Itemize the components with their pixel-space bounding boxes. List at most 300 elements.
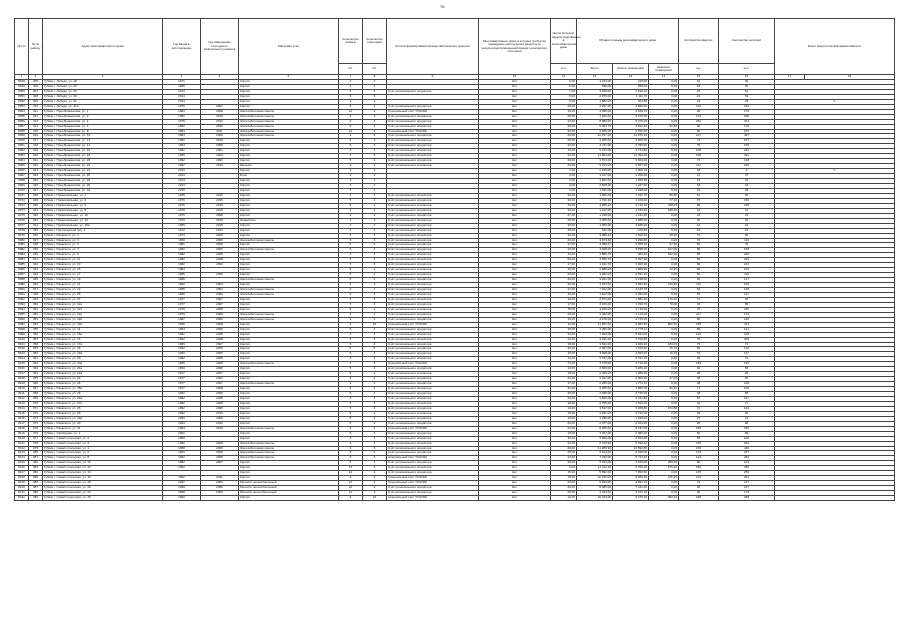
table-cell: 8132 [15,496,29,501]
table-cell: Счёт регионального оператора [387,208,479,213]
table-cell: Губкин г. Севастопольская, ул. 3 [43,441,163,446]
table-cell: Губкин г. Преображенская, ул. 24 [43,169,163,174]
table-cell: Нет [479,84,551,89]
table-cell: Счёт регионального оператора [387,392,479,397]
table-cell: 167 [719,397,775,402]
table-cell: 1997 [163,164,201,169]
table-cell: 1977 [163,297,201,302]
table-cell: 1983 [163,109,201,114]
table-cell: 1 348,00 [577,213,613,218]
table-cell: 371 [29,406,43,411]
table-cell: 373 [29,416,43,421]
table-cell: 364 [29,372,43,377]
table-cell: Счёт регионального оператора [387,466,479,471]
table-cell: 0,00 [649,317,679,322]
table-cell: 0,00 [649,188,679,193]
table-cell: 97,00 [649,243,679,248]
table-cell: Губкин г. Раевского, ул. 21 [43,283,163,288]
table-cell: 12,00 [551,496,577,501]
table-cell: 36 [679,357,719,362]
table-cell: Губкин г. Преображенская, ул. 12 [43,139,163,144]
table-cell: 5 [339,431,363,436]
table-cell: 8059 [15,134,29,139]
table-cell: 217 [719,292,775,297]
table-cell: 30,00 [551,193,577,198]
table-cell: 2 996,00 [577,436,613,441]
table-cell: Губкин г. Раевского, ул. 16 [43,337,163,342]
table-cell: Губкин г. Преображенская, ул. 1 [43,109,163,114]
table-cell: Нет [479,426,551,431]
table-cell: 4 [363,327,387,332]
table-cell: 0,00 [649,144,679,149]
table-cell: 355 [29,327,43,332]
table-cell: 41 [719,416,775,421]
table-cell: 3 544,00 [577,283,613,288]
table-cell: 0,00 [649,431,679,436]
table-cell: 350 [29,302,43,307]
table-cell: 2008 [201,387,239,392]
table-cell: 4 [363,312,387,317]
table-cell: Кирпич [239,208,339,213]
table-cell: 339 [29,248,43,253]
table-cell: 2009 [201,134,239,139]
unit-entrances: шт. [363,64,387,75]
table-cell: 20,00 [551,481,577,486]
table-cell: 3 603,00 [613,159,649,164]
table-cell: 92 [719,372,775,377]
table-cell: Железобетонная панель [239,124,339,129]
table-cell: 0,00 [649,382,679,387]
table-cell: Кирпич [239,223,339,228]
table-cell: 0,00 [649,421,679,426]
table-cell: 0,00 [649,307,679,312]
table-cell: Кирпич [239,302,339,307]
table-cell: 197 [719,486,775,491]
column-number: 17 [775,75,805,80]
table-cell: 4 344,00 [577,491,613,496]
column-number: 4 [163,75,201,80]
table-cell: 216,80 [649,283,679,288]
table-cell: 2 [363,471,387,476]
table-cell: 1991 [163,139,201,144]
table-cell: 2011 [201,476,239,481]
table-cell: Нет [479,198,551,203]
table-cell: 375 [29,426,43,431]
table-cell: Железобетонная панель [239,288,339,293]
table-cell: 0,00 [649,401,679,406]
table-cell: 4 [363,436,387,441]
table-cell: 2 400,00 [577,372,613,377]
table-cell: 3 521,00 [577,342,613,347]
table-cell: 391 [719,154,775,159]
table-cell: 0,00 [649,109,679,114]
table-cell: Нет [479,476,551,481]
column-number: 16 [719,75,775,80]
table-cell: Губкин г. Привокзальная, ул. 3 [43,198,163,203]
column-number: 3 [43,75,163,80]
table-cell: 3 568,40 [613,243,649,248]
table-cell: Нет [479,421,551,426]
table-cell: 65 [679,436,719,441]
table-cell: 3 [363,144,387,149]
table-cell: 26,00 [551,392,577,397]
table-cell: 2015 [201,223,239,228]
table-cell: Кирпич [239,406,339,411]
table-cell: 1980 [163,436,201,441]
table-cell: 5 [339,268,363,273]
table-cell: 367 [29,387,43,392]
table-cell: 80 [679,461,719,466]
table-cell: 8 379,00 [613,119,649,124]
table-cell: 1988 [163,446,201,451]
table-cell: Нет [479,164,551,169]
table-cell: 384 [29,471,43,476]
table-cell: 1992 [163,411,201,416]
table-cell: 17,00 [551,302,577,307]
table-cell: Кирпич [239,253,339,258]
table-cell: Кирпич [239,149,339,154]
table-cell: 5,00 [551,84,577,89]
table-cell: 309 [719,337,775,342]
table-cell: 112 [719,273,775,278]
table-cell: 8112 [15,397,29,402]
table-cell: 21,00 [551,288,577,293]
table-cell: 202 [719,253,775,258]
table-cell: 89 [679,203,719,208]
table-cell: Губкин г. Лебеди, ул. 30 [43,94,163,99]
table-cell: 4 206,00 [577,139,613,144]
table-cell: 2015 [201,203,239,208]
header-floors: Количество этажей [339,19,363,64]
table-cell: 188,30 [649,208,679,213]
table-cell: 10,00 [551,357,577,362]
table-cell: Нет [479,362,551,367]
table-cell: 31,00 [551,387,577,392]
table-cell: 45 [679,302,719,307]
table-cell: 8070 [15,188,29,193]
table-cell: 0,00 [649,139,679,144]
table-cell: 60 [679,431,719,436]
housing-register-table [14,18,895,501]
table-cell: 1976 [163,203,201,208]
table-cell: Губкин г. Преображенская, ул. 6 [43,124,163,129]
table-cell: 3 417,00 [577,174,613,179]
table-cell: Губкин г. Севастопольская, ул. 6 [43,451,163,456]
table-cell: 4 080,07 [577,243,613,248]
table-cell: Нет [479,292,551,297]
table-cell: Специальный счёт ТСЖ/ЖК [387,496,479,501]
table-cell: 2007 [201,342,239,347]
table-cell: 497 [719,134,775,139]
table-cell: 322 [29,164,43,169]
table-cell: 9 [339,134,363,139]
table-cell: 0,00 [649,372,679,377]
table-cell: 17,00 [551,382,577,387]
table-cell: 48,30 [649,233,679,238]
table-cell: 4 [363,238,387,243]
table-cell: Нет [479,416,551,421]
table-cell: Счёт регионального оператора [387,382,479,387]
table-cell: 0,00 [649,94,679,99]
table-cell: 5 [339,347,363,352]
table-cell: Счёт регионального оператора [387,119,479,124]
table-cell: 4 [363,273,387,278]
table-cell: 18,00 [551,342,577,347]
table-cell: 267 [719,451,775,456]
table-cell: 4 [363,377,387,382]
column-number: 10 [479,75,551,80]
table-cell: 0,00 [649,89,679,94]
table-cell: 2 933,00 [613,352,649,357]
table-cell: Губкин г. Лебеди, ул. 20 [43,84,163,89]
table-cell: 6 572,00 [613,114,649,119]
table-cell: 5 064,70 [577,124,613,129]
table-cell: 98 [719,421,775,426]
table-cell: 3 710,10 [613,203,649,208]
table-cell: Железобетонная панель [239,119,339,124]
table-cell: 1 288,00 [613,218,649,223]
table-cell: Блок [239,174,339,179]
table-cell: 43,00 [551,253,577,258]
table-cell: Кирпич [239,273,339,278]
table-cell: 2010 [201,114,239,119]
table-cell: Кирпич [239,332,339,337]
table-cell: 2004 [201,283,239,288]
table-cell: 379 [29,446,43,451]
table-cell: 3 [363,486,387,491]
table-cell: 2 [339,208,363,213]
table-cell: 152,00 [649,253,679,258]
table-cell: 8074 [15,208,29,213]
table-cell: 8107 [15,372,29,377]
table-cell: 71 [679,387,719,392]
table-cell: 1979 [163,218,201,223]
table-cell: 24,00 [551,119,577,124]
table-cell: 0,00 [649,486,679,491]
table-cell: 2006 [201,416,239,421]
table-cell: 1993 [163,421,201,426]
table-cell: 0,00 [649,258,679,263]
table-cell: 7,00 [551,89,577,94]
table-cell: Нет [479,337,551,342]
table-cell: Губкин г. Раевского, ул. 3 [43,238,163,243]
table-cell: 1992 [163,401,201,406]
table-cell: Губкин г. Раевского, ул. 17 [43,273,163,278]
table-cell: Счёт регионального оператора [387,491,479,496]
table-cell: 2 [363,109,387,114]
table-cell: Губкин г. Севастопольская, ул. 18 [43,481,163,486]
table-cell: 175 [719,124,775,129]
table-cell: C [775,169,895,174]
table-cell: 5 [339,258,363,263]
header-year-built: Год ввода в эксплуатацию [163,19,201,75]
table-cell: Нет [479,124,551,129]
table-cell: Специальный счёт ТСЖ/ЖК [387,109,479,114]
table-cell: 44 [719,184,775,189]
table-cell: Кирпич [239,461,339,466]
table-cell: 3 [339,184,363,189]
table-cell: 78,00 [649,302,679,307]
column-number: 14 [649,75,679,80]
table-cell: 2 285,00 [577,382,613,387]
table-cell: Губкин г. Раевского, ул. 23 [43,377,163,382]
table-cell: Счёт регионального оператора [387,397,479,402]
table-cell: Нет [479,174,551,179]
table-cell: 12 [339,471,363,476]
table-cell: 0,00 [649,436,679,441]
table-cell: 11 551,00 [577,322,613,327]
table-cell: 16,00 [551,352,577,357]
table-cell: 1995 [163,362,201,367]
table-cell: 9 [339,382,363,387]
table-cell: 5 [339,312,363,317]
table-cell: 6 709,90 [577,441,613,446]
table-cell: Железобетонная панель [239,446,339,451]
table-cell: 2 [339,223,363,228]
table-cell: 0,00 [649,278,679,283]
table-cell: 229 [719,258,775,263]
table-cell: 216 [679,446,719,451]
table-cell: 2008 [201,312,239,317]
table-cell: Счёт регионального оператора [387,104,479,109]
table-cell: 8068 [15,179,29,184]
table-cell: 2007 [201,372,239,377]
table-cell: 2002 [201,159,239,164]
table-cell: 18 [679,213,719,218]
table-cell: 2013 [201,228,239,233]
table-cell: 4 744,60 [613,149,649,154]
table-cell: Нет [479,134,551,139]
table-cell: 20,00 [551,397,577,402]
table-cell: 15,00 [551,149,577,154]
table-cell: Губкин г. Раевского, ул. 11б [43,307,163,312]
table-cell: 318 [29,144,43,149]
table-cell: Нет [479,317,551,322]
table-cell: 334 [29,223,43,228]
table-cell: 2014 [163,94,201,99]
table-cell: Нет [479,208,551,213]
table-cell: 7 230,00 [577,456,613,461]
table-cell: 8081 [15,243,29,248]
table-cell: Нет [479,446,551,451]
table-cell: 4 [363,441,387,446]
column-number: 9 [387,75,479,80]
table-cell: Губкин г. Раевского, ул. 29а [43,416,163,421]
table-cell: 2008 [201,456,239,461]
table-cell: Счёт регионального оператора [387,317,479,322]
table-cell: 8103 [15,352,29,357]
table-cell: 3 547,00 [577,406,613,411]
table-cell: Губкин г. Севастопольская, ул. 14 [43,471,163,476]
table-cell: Счёт регионального оператора [387,149,479,154]
table-cell: 2008 [201,332,239,337]
table-cell: 100 [719,436,775,441]
table-cell: 3 673,60 [577,238,613,243]
table-cell: 0,00 [649,134,679,139]
table-cell: Губкин г. Раевского, ул. 31 [43,426,163,431]
table-cell: 4 648,70 [613,109,649,114]
header-entrances: Количество подъездов [363,19,387,64]
table-cell: 2002 [201,263,239,268]
table-cell: 5 [339,233,363,238]
table-cell: 5 [339,421,363,426]
table-cell: 20,00 [551,159,577,164]
table-cell: 1992 [163,466,201,471]
table-cell: Кирпич [239,322,339,327]
table-cell: 1992 [163,392,201,397]
table-cell: 8056 [15,119,29,124]
table-cell: 11 [339,491,363,496]
table-cell: 1977 [163,382,201,387]
table-cell: 11,00 [551,322,577,327]
table-cell: 1982 [163,461,201,466]
table-cell: 18 [679,169,719,174]
table-cell: 232 [719,164,775,169]
table-cell: 9 [339,114,363,119]
table-cell: 180 [679,466,719,471]
table-cell: Кирпич [239,94,339,99]
table-cell: 2013 [163,174,201,179]
table-cell: Счёт регионального оператора [387,258,479,263]
table-cell: 2 [363,80,387,85]
table-cell: 4 025,00 [577,307,613,312]
table-cell: Губкин г. Раевского, ул. 1 [43,233,163,238]
table-body [15,80,895,501]
table-cell: 8051 [15,94,29,99]
table-cell: 4 048,00 [577,248,613,253]
table-cell: Кирпич [239,84,339,89]
table-cell: 2008 [201,486,239,491]
table-cell: 8078 [15,228,29,233]
table-cell: 2014 [163,179,201,184]
table-cell: 12 [339,109,363,114]
table-cell: Губкин г. Раевского, ул. 20а [43,362,163,367]
table-cell: Счёт регионального оператора [387,372,479,377]
table-cell: 1 230,70 [613,302,649,307]
table-cell: 24 [679,94,719,99]
table-cell: 75 [679,342,719,347]
table-cell: 378 [29,441,43,446]
table-cell: 2 520,00 [613,401,649,406]
table-cell: 8124 [15,456,29,461]
table-cell: Кирпич [239,476,339,481]
table-cell: 1 916,00 [613,416,649,421]
table-cell: 8100 [15,337,29,342]
table-cell: 16 [679,223,719,228]
table-cell: 27,00 [551,213,577,218]
table-cell: 11 394,40 [613,154,649,159]
table-cell: Нет [479,144,551,149]
table-cell: 3 092,60 [613,283,649,288]
table-cell: 6 [363,446,387,451]
table-cell: 5 [339,337,363,342]
table-cell: 77,40 [649,198,679,203]
table-cell: 66,80 [649,193,679,198]
table-cell: 5 [339,263,363,268]
table-cell: 89 [719,302,775,307]
table-cell: 9 [339,124,363,129]
table-cell: Кирпич [239,436,339,441]
table-cell: 15,00 [551,476,577,481]
table-cell: 72 [679,406,719,411]
table-cell: Нет [479,372,551,377]
table-cell: 20,00 [551,312,577,317]
table-cell: 343 [29,268,43,273]
table-cell: 20,00 [551,144,577,149]
table-cell: 327 [29,188,43,193]
table-cell: Счёт регионального оператора [387,431,479,436]
table-cell: Счёт регионального оператора [387,387,479,392]
